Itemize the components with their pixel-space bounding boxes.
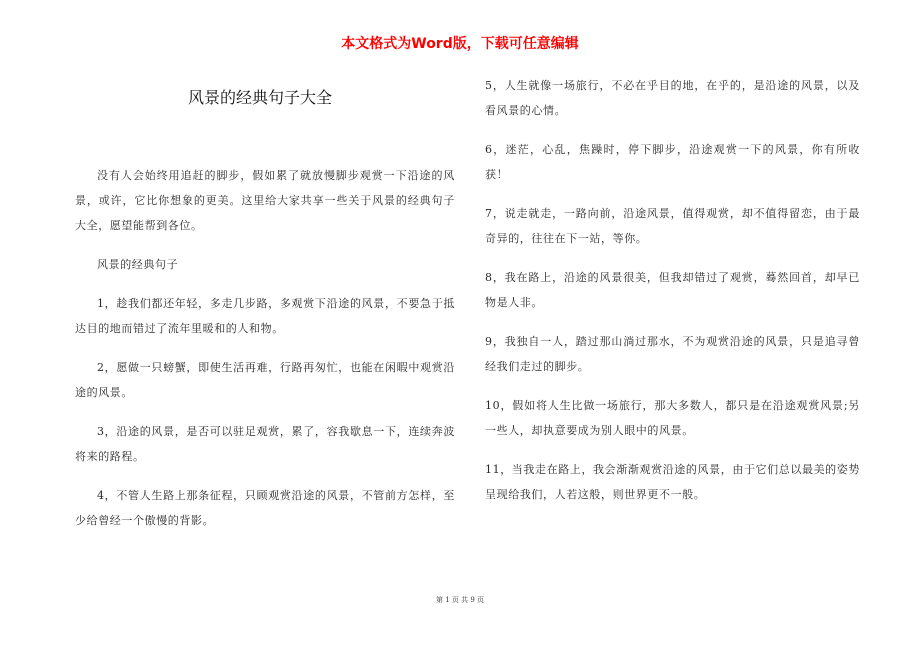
intro-paragraph: 没有人会始终用追赶的脚步，假如累了就放慢脚步观赏一下沿途的风景，或许，它比你想象的更美。这里给大家共享一些关于风景的经典句子大全，愿望能帮到各位。: [75, 169, 455, 232]
edit-notice-banner: 本文格式为Word版，下载可任意编辑: [341, 36, 579, 52]
right-column: [485, 73, 860, 521]
quote-paragraph: 11，当我走在路上，我会渐渐观赏沿途的风景，由于它们总以最美的姿势呈现给我们，人若这般，则世界更不一般。: [485, 463, 860, 501]
page-number: 第 1 页 共 9 页: [435, 596, 485, 604]
quote-paragraph: 5，人生就像一场旅行，不必在乎目的地，在乎的，是沿途的风景，以及看风景的心情。: [485, 79, 860, 117]
quote-paragraph: 4，不管人生路上那条征程，只顾观赏沿途的风景，不管前方怎样，至少给曾经一个傲慢的背影。: [75, 489, 455, 527]
quote-paragraph: 2，愿做一只螃蟹，即使生活再难，行路再匆忙，也能在闲暇中观赏沿途的风景。: [75, 361, 455, 399]
quote-paragraph: 3，沿途的风景，是否可以驻足观赏，累了，容我歇息一下，连续奔波将来的路程。: [75, 425, 455, 463]
section-heading: 风景的经典句子: [97, 258, 179, 271]
quote-paragraph: 6，迷茫，心乱，焦躁时，停下脚步，沿途观赏一下的风景，你有所收获！: [485, 143, 860, 181]
page-title: 风景的经典句子大全: [187, 88, 332, 107]
quote-paragraph: 8，我在路上，沿途的风景很美，但我却错过了观赏，蓦然回首，却早已物是人非。: [485, 271, 860, 309]
quote-paragraph: 1，趁我们都还年轻，多走几步路，多观赏下沿途的风景，不要急于抵达目的地而错过了流年里暖和的人和物。: [75, 297, 455, 335]
left-column: [75, 163, 455, 547]
quote-paragraph: 7，说走就走，一路向前，沿途风景，值得观赏，却不值得留恋，由于最奇异的，往往在下一站，等你。: [485, 207, 860, 245]
quote-paragraph: 10，假如将人生比做一场旅行，那大多数人，都只是在沿途观赏风景;另一些人，却执意要成为别人眼中的风景。: [485, 399, 860, 437]
quote-paragraph: 9，我独自一人，踏过那山淌过那水，不为观赏沿途的风景，只是追寻曾经我们走过的脚步。: [485, 335, 860, 373]
